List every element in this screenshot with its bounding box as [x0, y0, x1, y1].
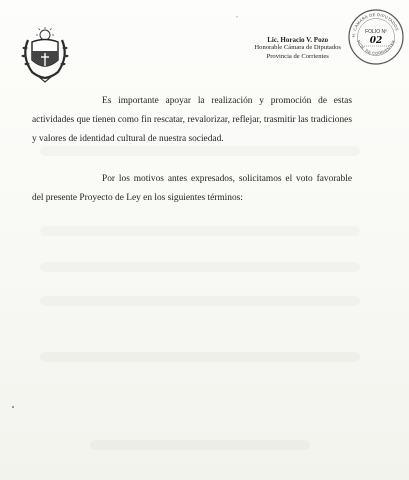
paragraph-text: Por los motivos antes expresados, solicitamos el voto favorable del presente Proyecto de Ley en los siguientes términos:	[32, 174, 352, 203]
scan-speck	[12, 406, 14, 408]
province-name: Provincia de Corrientes	[266, 52, 329, 60]
paragraph	[32, 170, 352, 208]
folio-stamp-icon	[347, 8, 405, 66]
show-through-line	[40, 226, 360, 236]
scan-mark: ʼ	[236, 16, 238, 22]
show-through-line	[40, 352, 360, 362]
folio-label: FOLIO Nº	[365, 29, 387, 35]
show-through-line	[90, 440, 310, 450]
show-through-line	[40, 296, 360, 306]
coat-of-arms-icon	[18, 26, 72, 84]
paragraph	[32, 92, 352, 149]
folio-number: 02	[369, 36, 383, 46]
paragraph-text: Es importante apoyar la realización y promoción de estas actividades que tienen como fin rescatar, revalorizar, reflejar, trasmitir las tradiciones y valores de identidad cultural de nuestra sociedad.	[32, 96, 352, 144]
stamp-ring-bottom-text: PCIA. DE CORRIENTES	[356, 39, 397, 56]
show-through-line	[40, 262, 360, 272]
stamp-ring-text: H. CÁMARA DE DIPUTADOS	[350, 11, 400, 38]
letterhead	[254, 36, 341, 61]
institution-name: Honorable Cámara de Diputados	[254, 44, 341, 52]
legislator-name: Lic. Horacio V. Pozo	[267, 36, 329, 44]
